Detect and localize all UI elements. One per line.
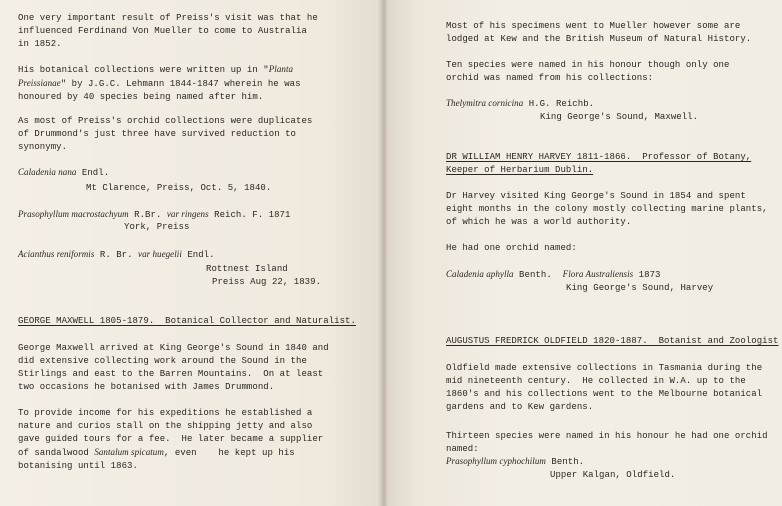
text-line: named: xyxy=(446,444,479,454)
text-segment: His botanical collections were written up in " xyxy=(18,65,269,75)
text-line: George Maxwell arrived at King George's Sound in 1840 and xyxy=(18,343,329,353)
italic-title: Planta xyxy=(268,64,294,74)
variety-name: var huegelii xyxy=(138,249,182,259)
right-page xyxy=(384,0,782,506)
paragraph-botanical-collections xyxy=(18,63,301,104)
orchid-location: King George's Sound, Maxwell. xyxy=(540,112,699,122)
text-line: nature and curios stall on the shipping jetty and also xyxy=(18,421,313,431)
text-segment: of sandalwood xyxy=(18,448,95,458)
author: Reich. F. 1871 xyxy=(208,210,291,220)
heading-line: DR WILLIAM HENRY HARVEY 1811-1866. Professor of Botany, xyxy=(446,152,752,162)
paragraph-maxwell-arrival xyxy=(18,342,329,394)
text-line: To provide income for his expeditions he established a xyxy=(18,408,313,418)
left-page xyxy=(0,0,384,506)
orchid-location: York, Preiss xyxy=(124,222,190,232)
book-gutter xyxy=(378,0,388,506)
text-line: gardens and to Kew gardens. xyxy=(446,402,594,412)
species-name: Caladenia nana xyxy=(18,167,77,177)
paragraph-thirteen-species xyxy=(446,430,768,456)
paragraph-oldfield-collections xyxy=(446,362,762,414)
text-line: Ten species were named in his honour though only one xyxy=(446,60,730,70)
orchid-location: Upper Kalgan, Oldfield. xyxy=(550,470,676,480)
orchid-location: Mt Clarence, Preiss, Oct. 5, 1840. xyxy=(86,183,272,193)
text-line: influenced Ferdinand Von Mueller to come to Australia xyxy=(18,26,307,36)
paragraph-preiss-mueller xyxy=(18,12,318,51)
text-line: mid nineteenth century. He collected in W.A. up to the xyxy=(446,376,746,386)
section-heading-augustus-oldfield: AUGUSTUS FREDRICK OLDFIELD 1820-1887. Botanist and Zoologist xyxy=(446,336,779,346)
text-line: Oldfield made extensive collections in Tasmania during the xyxy=(446,363,763,373)
text-line: Stirlings and east to the Barren Mountains. On at least xyxy=(18,369,324,379)
text-line: One very important result of Preiss's visit was that he xyxy=(18,13,318,23)
orchid-entry-prasophyllum-cyphochilum xyxy=(446,455,584,469)
orchid-location: King George's Sound, Harvey xyxy=(566,283,714,293)
orchid-entry-caladenia-nana xyxy=(18,166,109,180)
paragraph-orchid-duplicates xyxy=(18,115,312,154)
text-line: lodged at Kew and the British Museum of Natural History. xyxy=(446,34,752,44)
species-name: Prasophyllum cyphochilum xyxy=(446,456,546,466)
text-line: botanising until 1863. xyxy=(18,461,138,471)
text-line: Dr Harvey visited King George's Sound in 1854 and spent xyxy=(446,191,746,201)
paragraph-maxwell-income xyxy=(18,407,323,473)
orchid-entry-prasophyllum-macrostachyum xyxy=(18,208,290,222)
text-line: As most of Preiss's orchid collections were duplicates xyxy=(18,116,313,126)
paragraph-specimens xyxy=(446,20,751,46)
text-segment: " by J.G.C. Lehmann 1844-1847 wherein he was xyxy=(60,79,301,89)
author: Endl. xyxy=(181,250,215,260)
text-line: of which he was a world authority. xyxy=(446,217,632,227)
text-line: orchid was named from his collections: xyxy=(446,73,654,83)
text-line: Thirteen species were named in his honour he had one orchid xyxy=(446,431,768,441)
text-line: did extensive collecting work around the Sound in the xyxy=(18,356,307,366)
text-line: gave guided tours for a fee. He later became a supplier xyxy=(18,434,324,444)
text-line: of Drummond's just three have survived reduction to xyxy=(18,129,296,139)
species-name: Acianthus reniformis xyxy=(18,249,95,259)
species-name: Santalum spicatum xyxy=(94,447,164,457)
author: R.Br. xyxy=(128,210,167,220)
orchid-entry-thelymitra-cornicina xyxy=(446,97,594,111)
species-name: Thelymitra cornicina xyxy=(446,98,524,108)
text-line: Most of his specimens went to Mueller however some are xyxy=(446,21,741,31)
italic-title: Preissianae xyxy=(18,78,61,88)
author: Benth. xyxy=(513,270,563,280)
orchid-entry-acianthus-reniformis xyxy=(18,248,215,262)
text-line: honoured by 40 species being named after him. xyxy=(18,92,264,102)
text-segment: , even he kept up his xyxy=(163,448,295,458)
text-line: 1860's and his collections went to the Melbourne botanical xyxy=(446,389,763,399)
author: R. Br. xyxy=(94,250,139,260)
heading-line: Keeper of Herbarium Dublin. xyxy=(446,165,594,175)
work-title: Flora Australiensis xyxy=(562,269,634,279)
paragraph-ten-species xyxy=(446,59,729,85)
author: Endl. xyxy=(76,168,110,178)
paragraph-harvey-orchid: He had one orchid named: xyxy=(446,243,577,253)
section-heading-william-harvey xyxy=(446,151,751,177)
text-line: two occasions he botanised with James Drummond. xyxy=(18,382,275,392)
author: Benth. xyxy=(545,457,585,467)
text-line: synonymy. xyxy=(18,142,68,152)
paragraph-harvey-visit xyxy=(446,190,768,229)
variety-name: var ringens xyxy=(166,209,209,219)
section-heading-george-maxwell: GEORGE MAXWELL 1805-1879. Botanical Collector and Naturalist. xyxy=(18,316,356,326)
species-name: Caladenia aphylla xyxy=(446,269,514,279)
text-line: eight months in the colony mostly collecting marine plants, xyxy=(446,204,768,214)
orchid-location: Preiss Aug 22, 1839. xyxy=(212,277,322,287)
orchid-entry-caladenia-aphylla xyxy=(446,268,660,282)
orchid-location: Rottnest Island xyxy=(206,264,288,274)
year: 1873 xyxy=(633,270,661,280)
species-name: Prasophyllum macrostachyum xyxy=(18,209,129,219)
author: H.G. Reichb. xyxy=(523,99,595,109)
text-line: in 1852. xyxy=(18,39,62,49)
